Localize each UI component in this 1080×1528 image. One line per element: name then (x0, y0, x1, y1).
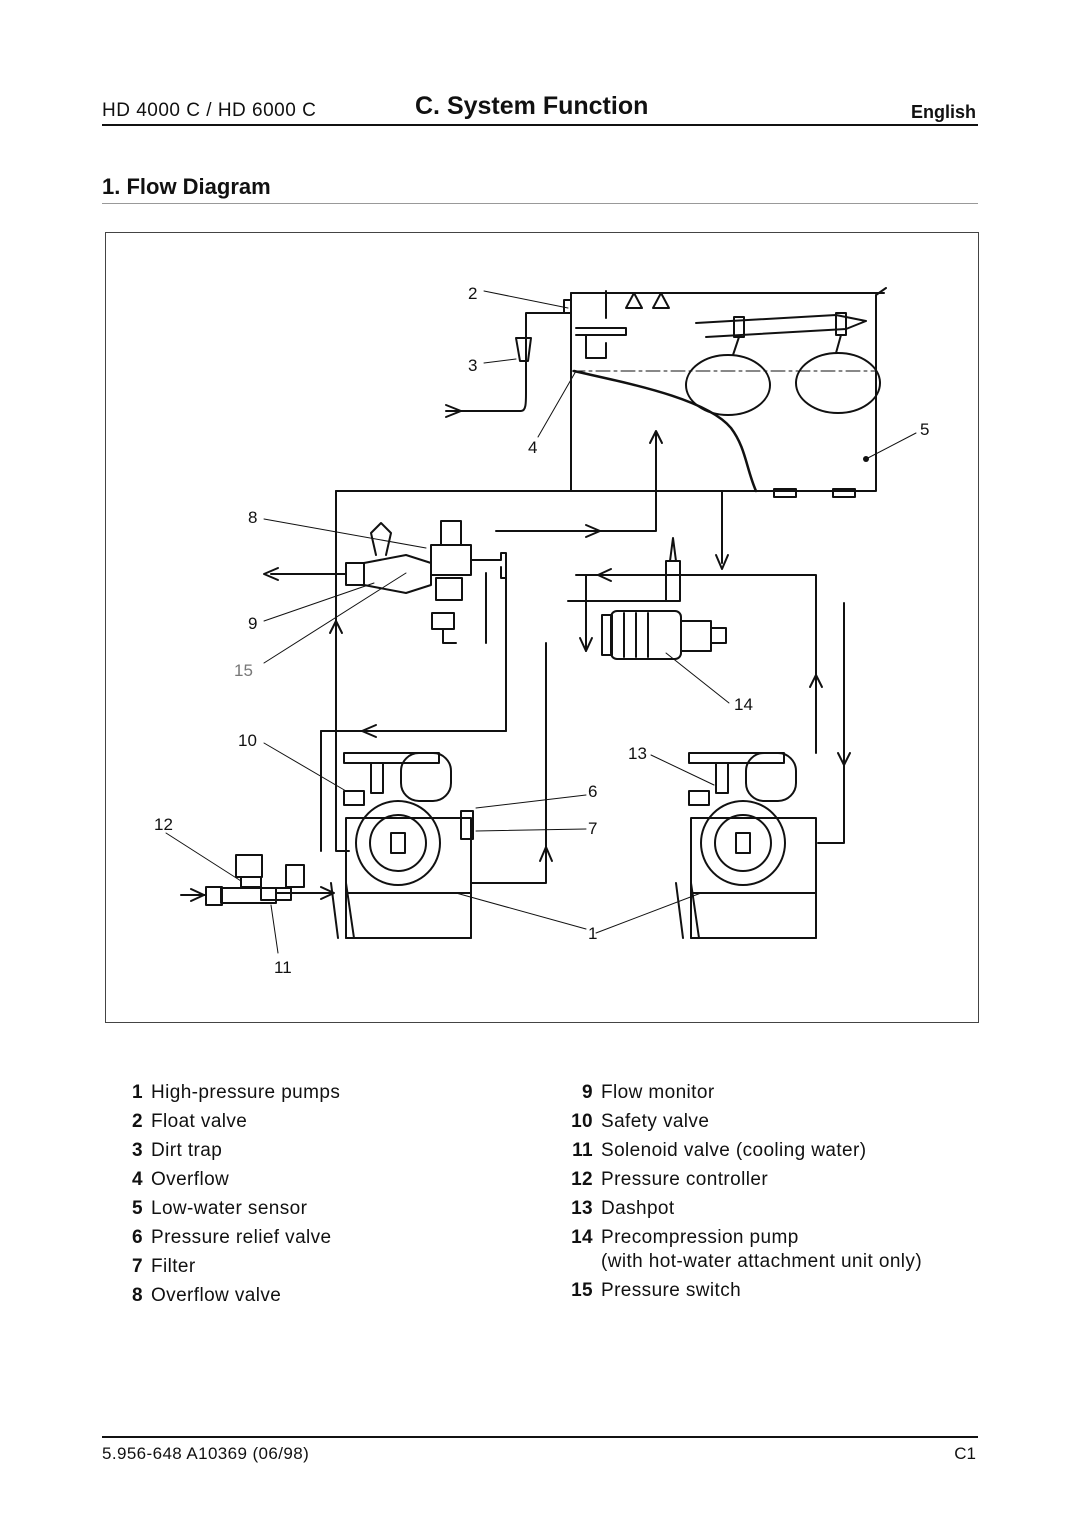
callout-11: 11 (274, 958, 292, 977)
callout-5: 5 (920, 420, 930, 439)
legend-item: 8 Overflow valve (132, 1285, 282, 1306)
legend-item: 5 Low-water sensor (132, 1198, 308, 1219)
legend-right-column (560, 1078, 922, 1305)
callout-3: 3 (468, 356, 478, 375)
callout-15: 15 (234, 661, 253, 680)
high-pressure-pump-2 (676, 753, 816, 938)
legend-item: 14 Precompression pump (with hot-water attachment unit only) (560, 1223, 922, 1276)
callout-7: 7 (588, 819, 598, 838)
precompression-pump (602, 538, 726, 659)
overflow-line (496, 431, 662, 537)
footer-rule (102, 1436, 978, 1438)
page-number: C1 (954, 1444, 976, 1463)
water-tank (564, 288, 886, 497)
low-water-sensor-dot (863, 456, 869, 462)
callout-13: 13 (628, 744, 647, 763)
pressure-controller-inlet (181, 855, 334, 905)
legend-note: (with hot-water attachment unit only) (601, 1251, 923, 1272)
overflow-valve-assembly (264, 521, 506, 643)
legend-left-column (110, 1078, 340, 1310)
section-title: 1. Flow Diagram (102, 174, 271, 199)
legend-item: 11 Solenoid valve (cooling water) (572, 1140, 867, 1161)
callout-9: 9 (248, 614, 258, 633)
callout-4: 4 (528, 438, 538, 457)
callout-2: 2 (468, 284, 478, 303)
header-rule (102, 124, 978, 126)
callout-10: 10 (238, 731, 257, 750)
high-pressure-pump-1 (331, 753, 473, 938)
dirt-trap-inlet (446, 313, 564, 417)
callout-1: 1 (588, 924, 598, 943)
chapter-title: C. System Function (415, 92, 649, 120)
document-number: 5.956-648 A10369 (06/98) (102, 1444, 310, 1463)
flow-diagram-drawing (106, 233, 980, 1024)
legend-item: 4 Overflow (132, 1169, 230, 1190)
legend-item: 12 Pressure controller (571, 1169, 769, 1190)
callout-6: 6 (588, 782, 598, 801)
legend-item: 1 High-pressure pumps (132, 1082, 341, 1103)
legend-item: 2 Float valve (132, 1111, 248, 1132)
legend-item: 15 Pressure switch (571, 1280, 742, 1301)
callout-8: 8 (248, 508, 258, 527)
legend-item: 3 Dirt trap (132, 1140, 223, 1161)
leader-lines (166, 291, 916, 953)
pump-connecting-lines (471, 491, 850, 883)
legend-item: 6 Pressure relief valve (132, 1227, 332, 1248)
legend-item: 10 Safety valve (571, 1111, 710, 1132)
legend-item: 13 Dashpot (571, 1198, 675, 1219)
legend-item: 9 Flow monitor (582, 1082, 715, 1103)
callout-12: 12 (154, 815, 173, 834)
flow-diagram (105, 232, 979, 1023)
language-label: English (910, 102, 976, 122)
legend-item: 7 Filter (132, 1256, 196, 1277)
callout-14: 14 (734, 695, 753, 714)
model-name: HD 4000 C / HD 6000 C (102, 100, 317, 121)
section-rule (102, 203, 978, 204)
